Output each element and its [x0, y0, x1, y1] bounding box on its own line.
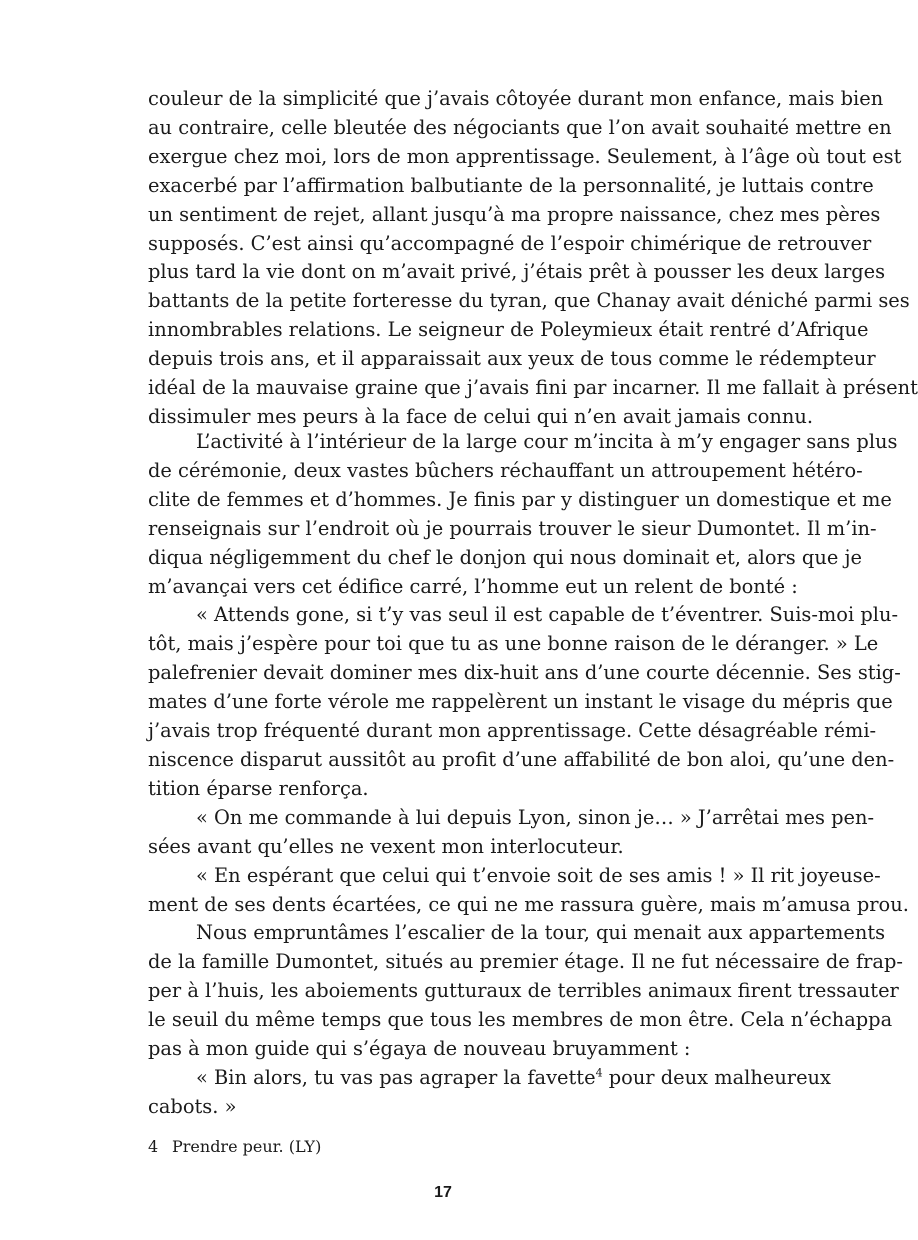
- text-line: palefrenier devait dominer mes dix-huit ans d’une courte décennie. Ses stig-: [148, 661, 901, 685]
- text-line: idéal de la mauvaise graine que j’avais fini par incarner. Il me fallait à présent: [148, 376, 918, 400]
- footnote-reference[interactable]: 4: [595, 1066, 603, 1080]
- text-line: de la famille Dumontet, situés au premier étage. Il ne fut nécessaire de frap-: [148, 950, 903, 974]
- footnote-text: Prendre peur. (LY): [172, 1137, 322, 1156]
- text-line: au contraire, celle bleutée des négociants que l’on avait souhaité mettre en: [148, 115, 892, 139]
- footnote: [148, 1136, 321, 1158]
- text-line: mates d’une forte vérole me rappelèrent un instant le visage du mépris que: [148, 690, 893, 714]
- paragraph-stableman: [148, 601, 901, 803]
- text-line: un sentiment de rejet, allant jusqu’à ma propre naissance, chez mes pères: [148, 202, 881, 226]
- text-line: plus tard la vie dont on m’avait privé, j’étais prêt à pousser les deux larges: [148, 260, 886, 284]
- text-line: [148, 1064, 831, 1093]
- text-line: dissimuler mes peurs à la face de celui qui n’en avait jamais connu.: [148, 404, 814, 428]
- text-line: clite de femmes et d’hommes. Je finis par y distinguer un domestique et me: [148, 487, 892, 511]
- text-line: niscence disparut aussitôt au profit d’une affabilité de bon aloi, qu’une den-: [148, 747, 895, 771]
- text-line: m’avançai vers cet édifice carré, l’homme eut un relent de bonté :: [148, 574, 798, 598]
- text-line: exergue chez moi, lors de mon apprentissage. Seulement, à l’âge où tout est: [148, 144, 902, 168]
- paragraph-friends: [148, 862, 909, 920]
- text-line: exacerbé par l’affirmation balbutiante de la personnalité, je luttais contre: [148, 173, 874, 197]
- page-number: 17: [434, 1184, 452, 1201]
- paragraph-courtyard: [148, 428, 898, 601]
- text-fragment: « Bin alors, tu vas pas agraper la favette: [196, 1065, 596, 1089]
- text-line: « Attends gone, si t’y vas seul il est capable de t’éventrer. Suis-moi plu-: [196, 603, 899, 627]
- text-line: supposés. C’est ainsi qu’accompagné de l’espoir chimérique de retrouver: [148, 231, 872, 255]
- text-line: « En espérant que celui qui t’envoie soit de ses amis ! » Il rit joyeuse-: [196, 863, 881, 887]
- text-line: pas à mon guide qui s’égaya de nouveau bruyamment :: [148, 1037, 691, 1061]
- text-line: diqua négligemment du chef le donjon qui nous dominait et, alors que je: [148, 545, 862, 569]
- text-line: ment de ses dents écartées, ce qui ne me rassura guère, mais m’amusa prou.: [148, 892, 909, 916]
- text-line: « On me commande à lui depuis Lyon, sinon je… » J’arrêtai mes pen-: [196, 805, 875, 829]
- text-line: Nous empruntâmes l’escalier de la tour, qui menait aux appartements: [196, 921, 886, 945]
- text-line: per à l’huis, les aboiements gutturaux de terribles animaux firent tressauter: [148, 979, 899, 1003]
- second-section: [148, 428, 909, 1122]
- text-fragment: pour deux malheureux: [602, 1065, 831, 1089]
- text-line: innombrables relations. Le seigneur de Poleymieux était rentré d’Afrique: [148, 318, 869, 342]
- text-line: de cérémonie, deux vastes bûchers réchauffant un attroupement hétéro-: [148, 458, 863, 482]
- text-line: sées avant qu’elles ne vexent mon interlocuteur.: [148, 834, 624, 858]
- opening-paragraph: [148, 85, 918, 432]
- paragraph: [148, 85, 918, 432]
- text-line: depuis trois ans, et il apparaissait aux yeux de tous comme le rédempteur: [148, 347, 876, 371]
- text-line: j’avais trop fréquenté durant mon apprentissage. Cette désagréable rémi-: [148, 719, 877, 743]
- text-line: renseignais sur l’endroit où je pourrais trouver le sieur Dumontet. Il m’in-: [148, 516, 877, 540]
- paragraph-lyon: [148, 804, 875, 862]
- text-line: tôt, mais j’espère pour toi que tu as une bonne raison de le déranger. » Le: [148, 632, 879, 656]
- text-line: couleur de la simplicité que j’avais côtoyée durant mon enfance, mais bien: [148, 87, 884, 110]
- text-line: L’activité à l’intérieur de la large cour m’incita à m’y engager sans plus: [196, 430, 898, 453]
- paragraph-cabots: [148, 1064, 831, 1122]
- text-line: cabots. »: [148, 1094, 237, 1118]
- text-line: battants de la petite forteresse du tyran, que Chanay avait déniché parmi ses: [148, 289, 910, 313]
- text-line: le seuil du même temps que tous les membres de mon être. Cela n’échappa: [148, 1008, 893, 1032]
- footnote-number: 4: [148, 1137, 159, 1156]
- paragraph-staircase: [148, 919, 903, 1064]
- text-line: tition éparse renforça.: [148, 776, 369, 800]
